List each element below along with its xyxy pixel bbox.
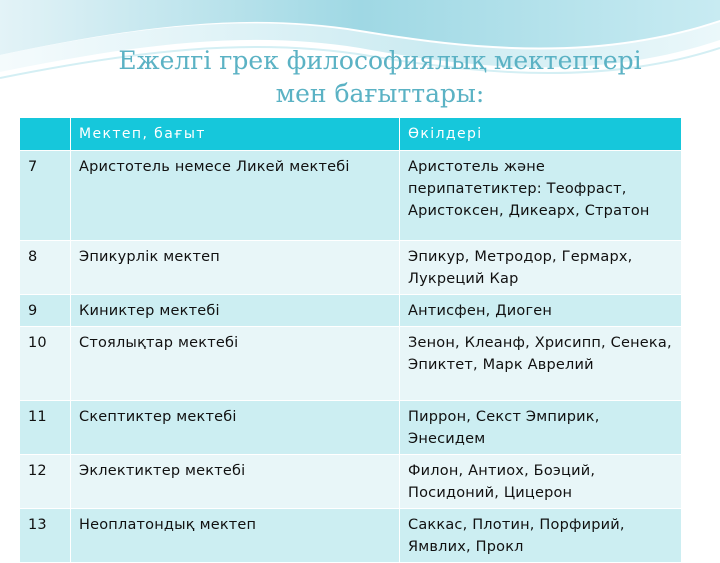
row-number: 9 bbox=[20, 295, 71, 327]
title-line-2: мен бағыттары: bbox=[275, 79, 485, 108]
header-representatives: Өкілдері bbox=[400, 118, 682, 151]
schools-table bbox=[19, 117, 682, 563]
row-school: Эклектиктер мектебі bbox=[71, 455, 400, 509]
table-row bbox=[20, 151, 682, 241]
slide-title bbox=[0, 44, 720, 110]
table-row bbox=[20, 401, 682, 455]
table-row bbox=[20, 327, 682, 401]
row-representatives: Эпикур, Метродор, Гермарх, Лукреций Кар bbox=[400, 241, 682, 295]
row-number: 8 bbox=[20, 241, 71, 295]
table-row bbox=[20, 455, 682, 509]
row-representatives: Аристотель және перипатетиктер: Теофраст, Аристоксен, Дикеарх, Стратон bbox=[400, 151, 682, 241]
row-school: Скептиктер мектебі bbox=[71, 401, 400, 455]
row-representatives: Пиррон, Секст Эмпирик, Энесидем bbox=[400, 401, 682, 455]
row-representatives: Филон, Антиох, Боэций, Посидоний, Цицерон bbox=[400, 455, 682, 509]
row-school: Аристотель немесе Ликей мектебі bbox=[71, 151, 400, 241]
header-number bbox=[20, 118, 71, 151]
row-representatives: Зенон, Клеанф, Хрисипп, Сенека, Эпиктет, Марк Аврелий bbox=[400, 327, 682, 401]
row-school: Эпикурлік мектеп bbox=[71, 241, 400, 295]
row-representatives: Антисфен, Диоген bbox=[400, 295, 682, 327]
row-number: 12 bbox=[20, 455, 71, 509]
table-header-row bbox=[20, 118, 682, 151]
table-row bbox=[20, 295, 682, 327]
table-row bbox=[20, 241, 682, 295]
header-school: Мектеп, бағыт bbox=[71, 118, 400, 151]
row-number: 10 bbox=[20, 327, 71, 401]
row-school: Киниктер мектебі bbox=[71, 295, 400, 327]
row-school: Неоплатондық мектеп bbox=[71, 509, 400, 563]
row-representatives: Саккас, Плотин, Порфирий, Ямвлих, Прокл bbox=[400, 509, 682, 563]
row-number: 7 bbox=[20, 151, 71, 241]
row-number: 11 bbox=[20, 401, 71, 455]
table-row bbox=[20, 509, 682, 563]
row-school: Стоялықтар мектебі bbox=[71, 327, 400, 401]
title-line-1: Ежелгі грек философиялық мектептері bbox=[118, 46, 642, 75]
row-number: 13 bbox=[20, 509, 71, 563]
